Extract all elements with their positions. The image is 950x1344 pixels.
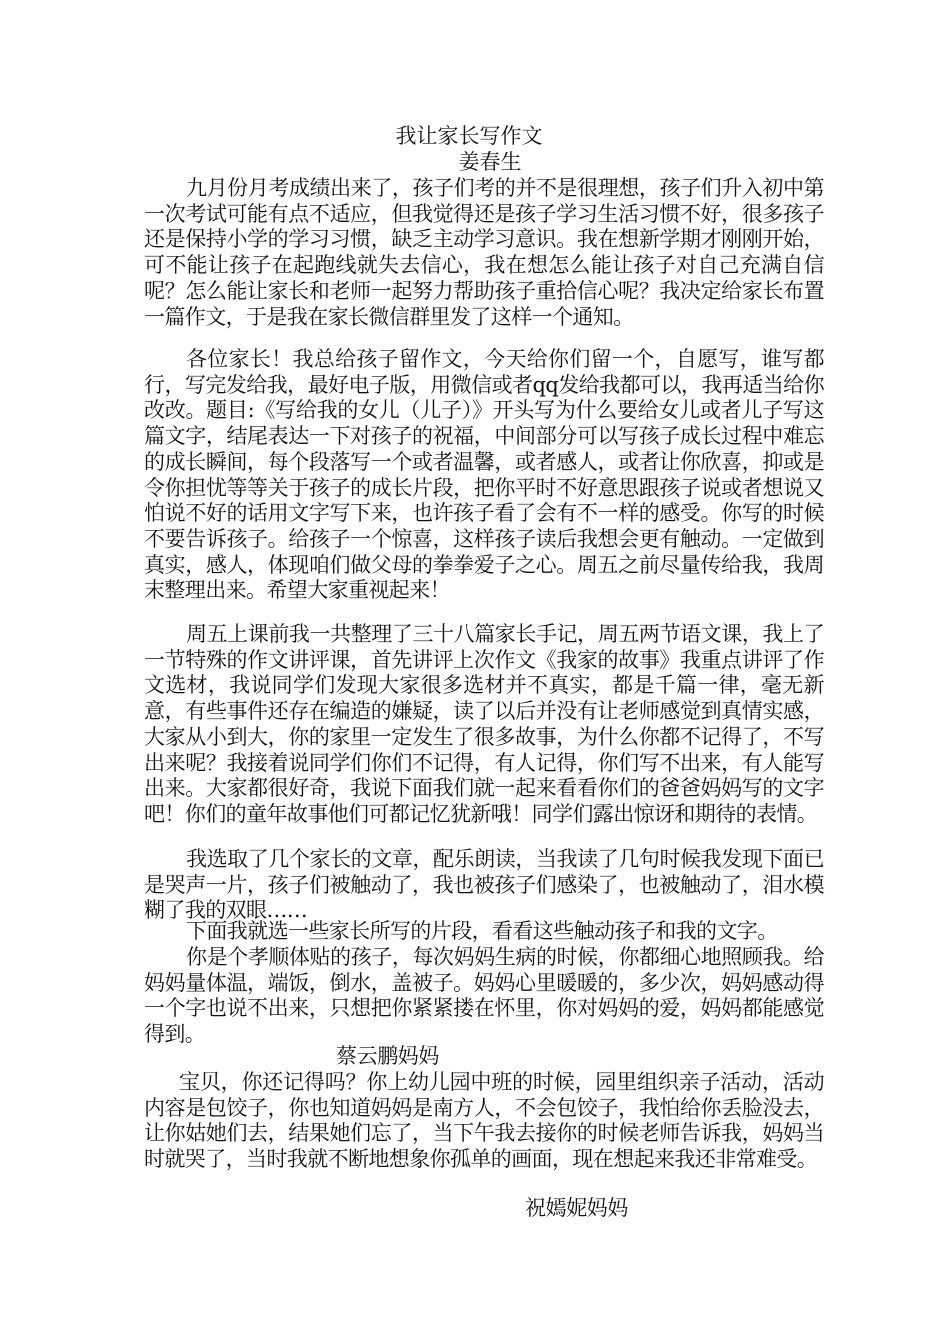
paragraph-2: 各位家长！我总给孩子留作文，今天给你们留一个，自愿写，谁写都行，写完发给我，最好电子版，用微信或者qq发给我都可以，我再适当给你改改。题目:《写给我的女儿（儿子）》开头写为什么要给女儿或者儿子写这篇文字，结尾表达一下对孩子的祝福，中间部分可以写孩子成长过程中难忘的成长瞬间，每个段落写一个或者温馨，或者感人，或者让你欣喜，抑或是令你担忧等等关于孩子的成长片段，把你平时不好意思跟孩子说或者想说又怕说不好的话用文字写下来，也许孩子看了会有不一样的感受。你写的时候不要告诉孩子。给孩子一个惊喜，这样孩子读后我想会更有触动。一定做到真实，感人，体现咱们做父母的拳拳爱子之心。周五之前尽量传给我，我周末整理出来。希望大家重视起来！ — [144, 347, 824, 603]
document-author: 姜春生 — [458, 150, 522, 174]
paragraph-6: 你是个孝顺体贴的孩子，每次妈妈生病的时候，你都细心地照顾我。给妈妈量体温，端饭，倒水，盖被子。妈妈心里暖暖的，多少次，妈妈感动得一个字也说不出来，只想把你紧紧搂在怀里，你对妈妈的爱，妈妈都能感觉得到。 — [144, 945, 824, 1047]
paragraph-5: 下面我就选一些家长所写的片段，看看这些触动孩子和我的文字。 — [186, 919, 778, 943]
document-title: 我让家长写作文 — [395, 124, 543, 148]
paragraph-1: 九月份月考成绩出来了，孩子们考的并不是很理想，孩子们升入初中第一次考试可能有点不适应，但我觉得还是孩子学习生活习惯不好，很多孩子还是保持小学的学习习惯，缺乏主动学习意识。我在想新学期才刚刚开始，可不能让孩子在起跑线就失去信心，我在想怎么能让孩子对自己充满自信呢？怎么能让家长和老师一起努力帮助孩子重拾信心呢？我决定给家长布置一篇作文，于是我在家长微信群里发了这样一个通知。 — [144, 176, 824, 329]
paragraph-7: 宝贝，你还记得吗？你上幼儿园中班的时候，园里组织亲子活动，活动内容是包饺子，你也知道妈妈是南方人，不会包饺子，我怕给你丢脸没去，让你姑她们去，结果她们忘了，当下午我去接你的时候老师告诉我，妈妈当时就哭了，当时我就不断地想象你孤单的画面，现在想起来我还非常难受。 — [144, 1070, 824, 1172]
signature-zhu-yanni-mother: 祝嫣妮妈妈 — [525, 1196, 628, 1220]
paragraph-4: 我选取了几个家长的文章，配乐朗读，当我读了几句时候我发现下面已是哭声一片，孩子们被触动了，我也被孩子们感染了，也被触动了，泪水模糊了我的双眼…… — [144, 847, 824, 923]
signature-cai-yunpeng-mother: 蔡云鹏妈妈 — [336, 1044, 439, 1068]
paragraph-3: 周五上课前我一共整理了三十八篇家长手记，周五两节语文课，我上了一节特殊的作文讲评课，首先讲评上次作文《我家的故事》我重点讲评了作文选材，我说同学们发现大家很多选材并不真实，都是千篇一律，毫无新意，有些事件还存在编造的嫌疑，读了以后并没有让老师感觉到真情实感，大家从小到大，你的家里一定发生了很多故事，为什么你都不记得了，不写出来呢？我接着说同学们你们不记得，有人记得，你们写不出来，有人能写出来。大家都很好奇，我说下面我们就一起来看看你们的爸爸妈妈写的文字吧！你们的童年故事他们可都记忆犹新哦！同学们露出惊讶和期待的表情。 — [144, 622, 824, 826]
